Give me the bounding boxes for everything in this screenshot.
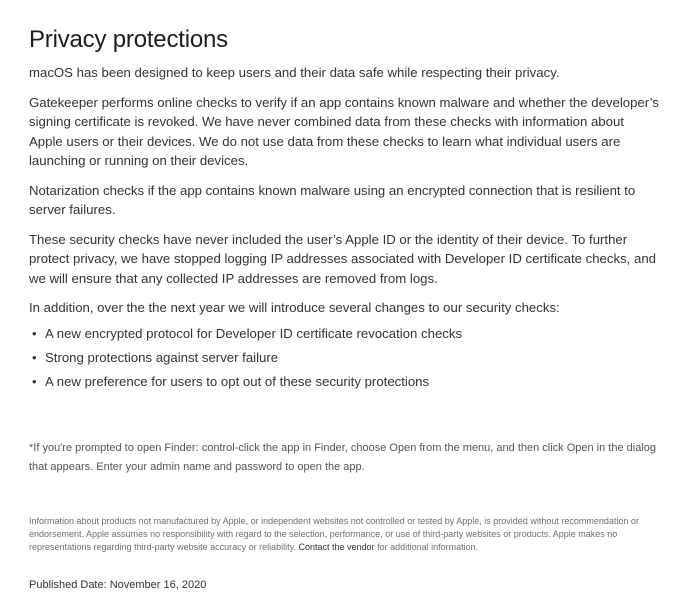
- published-date: Published Date: November 16, 2020: [29, 579, 207, 592]
- contact-vendor-link[interactable]: Contact the vendor: [298, 541, 375, 552]
- legal-trailing-text: for additional information.: [377, 541, 479, 552]
- intro-paragraph: macOS has been designed to keep users and their data safe while respecting their privacy.: [29, 65, 560, 80]
- next-year-paragraph: In addition, over the the next year we will introduce several changes to our security checks:: [29, 300, 560, 315]
- finder-footnote: *If you're prompted to open Finder: control-click the app in Finder, choose Open from the menu, and then click Open in the dialog that appears. Enter your admin name and password to open the app.: [29, 442, 657, 473]
- bullet-icon: •: [32, 325, 37, 341]
- page-title: Privacy protections: [29, 26, 228, 53]
- legal-disclaimer: [29, 515, 660, 553]
- bullet-icon: •: [32, 349, 37, 365]
- legal-text: Information about products not manufactured by Apple, or independent websites not controlled or tested by Apple, is provided without recommendation or endorsement. Apple assumes no responsibility with regard to the selection, performance, or use of third-party websites or products. Apple makes no representations regarding third-party website accuracy or reliability.: [29, 516, 639, 552]
- notarization-paragraph: Notarization checks if the app contains known malware using an encrypted connection that is resilient to server failures.: [29, 182, 636, 217]
- gatekeeper-paragraph: Gatekeeper performs online checks to verify if an app contains known malware and whether the developer’s signing certificate is revoked. We have never combined data from these checks with information about Apple users or their devices. We do not use data from these checks to learn what individual users are launching or running on their devices.: [29, 94, 659, 168]
- changes-list: [29, 324, 660, 392]
- list-item-text: A new preference for users to opt out of these security protections: [45, 373, 430, 389]
- list-item: [32, 348, 660, 368]
- list-item-text: A new encrypted protocol for Developer ID certificate revocation checks: [45, 325, 463, 341]
- list-item-text: Strong protections against server failure: [45, 349, 279, 365]
- bullet-icon: •: [32, 373, 37, 389]
- list-item: [32, 324, 660, 344]
- list-item: [32, 372, 660, 392]
- security-checks-paragraph: These security checks have never included the user’s Apple ID or the identity of their device. To further protect privacy, we have stopped logging IP addresses associated with Developer ID certificate checks, and we will ensure that any collected IP addresses are removed from logs.: [29, 231, 656, 286]
